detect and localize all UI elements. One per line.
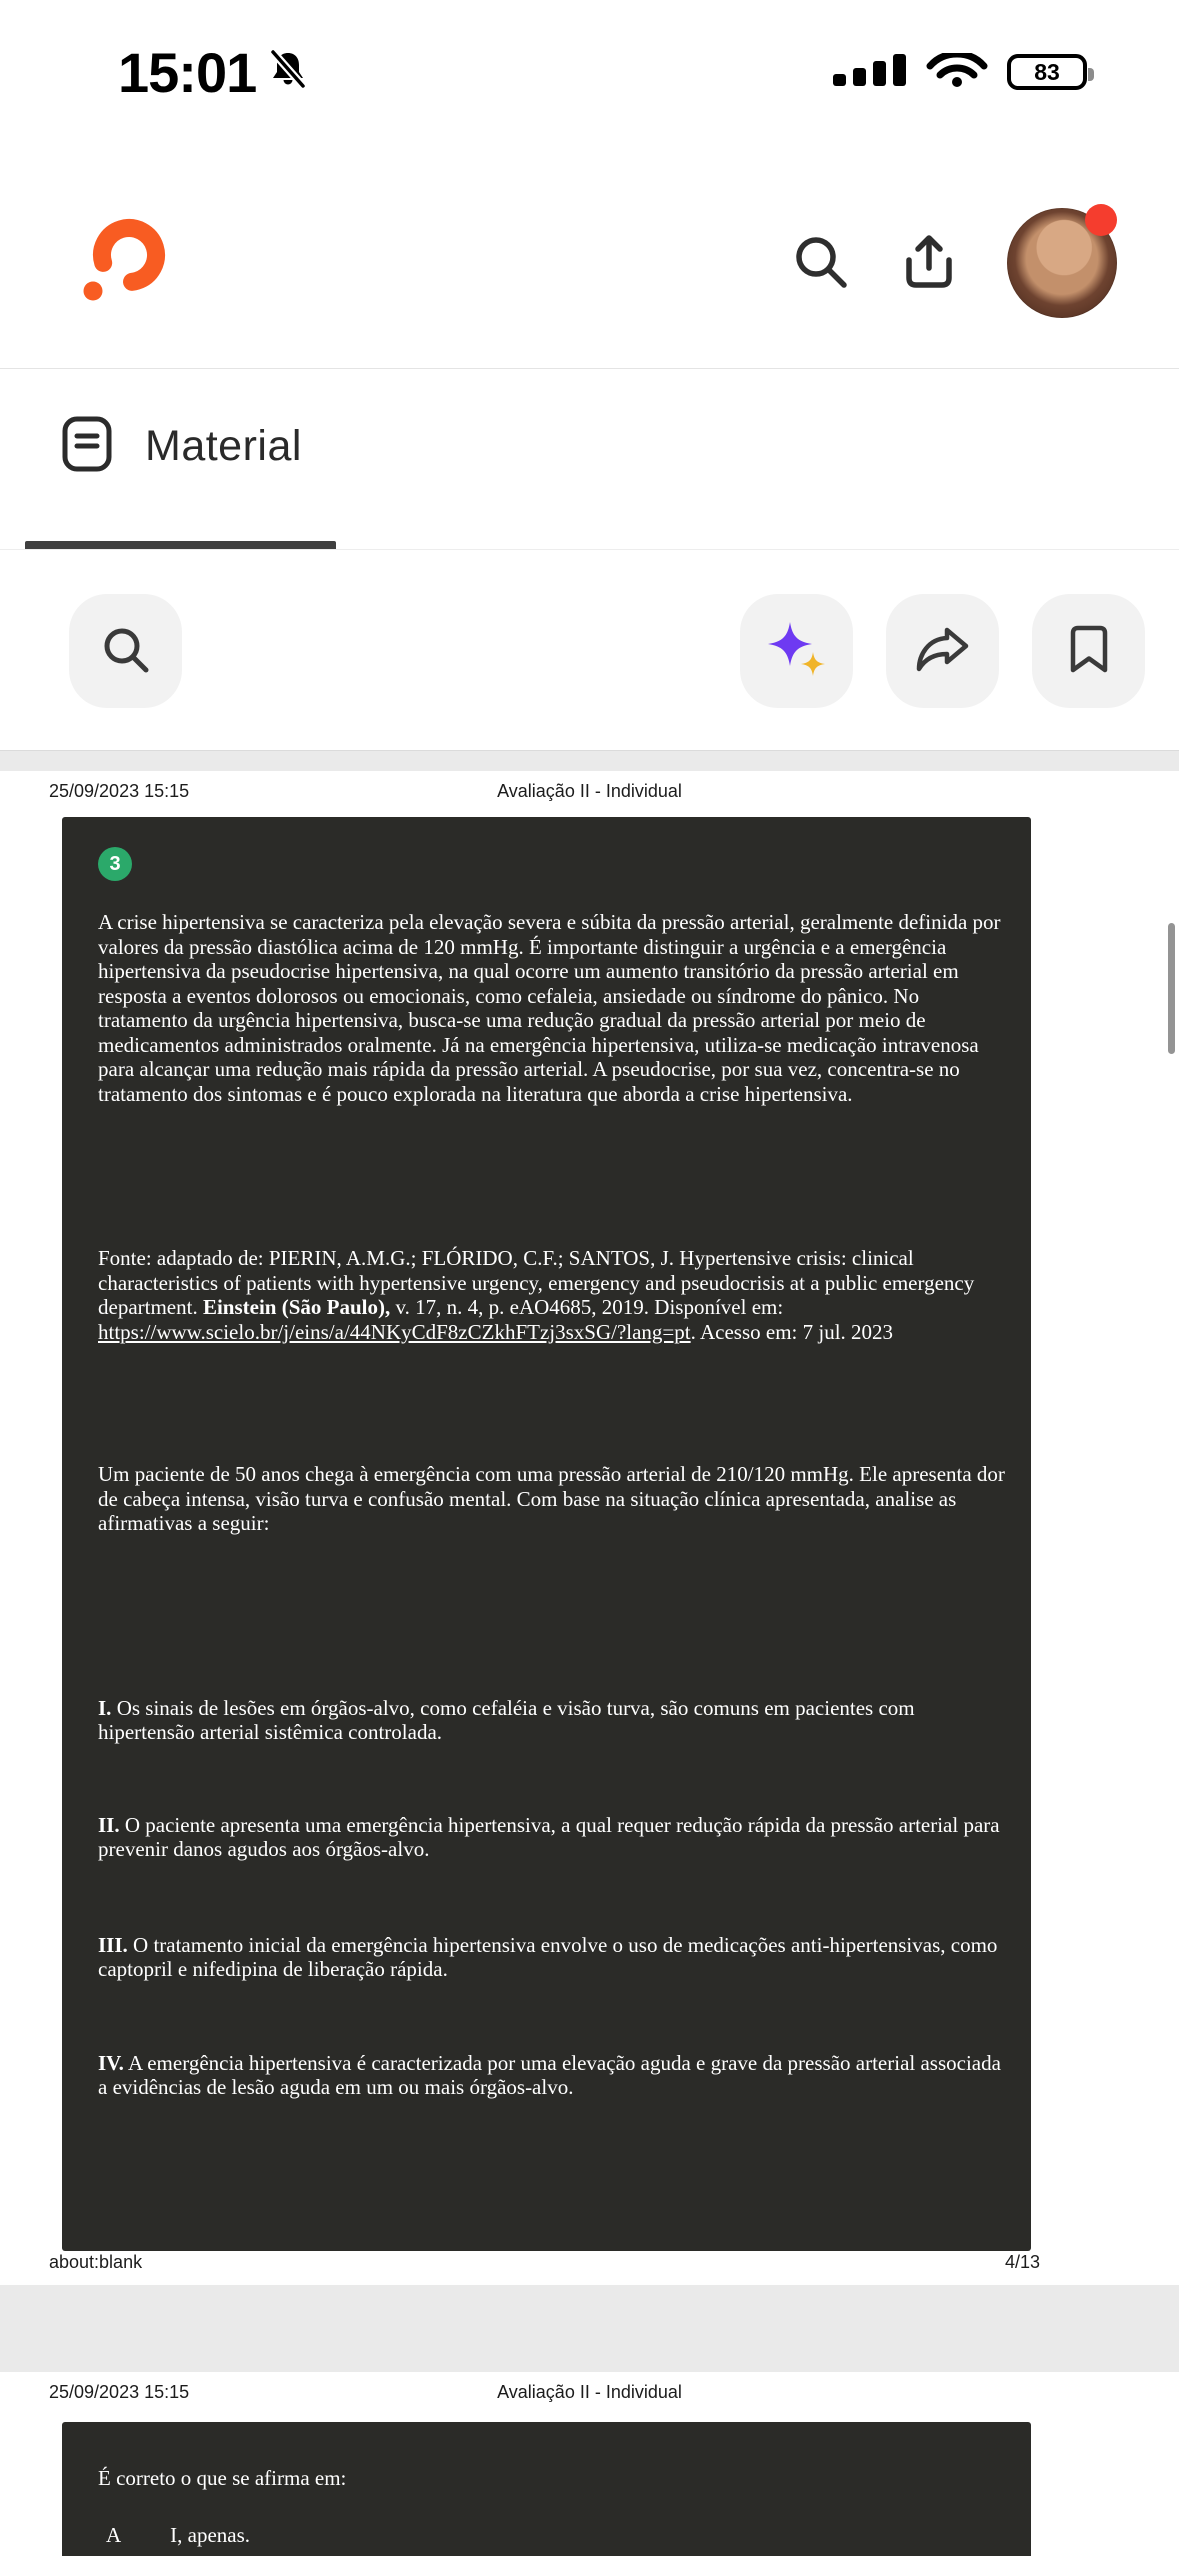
clinical-case: Um paciente de 50 anos chega à emergência com uma pressão arterial de 210/120 mmHg. Ele apresenta dor de cabeça intensa, visão turva e confusão mental. Com base na situação clínica apresentada, analise as afirmativas a seguir: — [98, 1462, 1005, 1535]
share-button[interactable] — [886, 594, 999, 708]
upload-icon — [899, 232, 959, 295]
tab-bar — [0, 369, 1179, 550]
search-icon — [99, 623, 153, 680]
ai-assistant-button[interactable] — [740, 594, 853, 708]
footer-url: about:blank — [49, 2252, 143, 2272]
battery-percent: 83 — [1034, 58, 1060, 85]
print-header — [0, 2382, 1179, 2408]
source-mid: v. 17, n. 4, p. eAO4685, 2019. Disponível em: — [390, 1295, 784, 1319]
question-card — [62, 817, 1031, 2251]
answer-prompt: É correto o que se afirma em: — [98, 2466, 347, 2490]
wifi-icon — [924, 53, 990, 92]
doc-search-button[interactable] — [69, 594, 182, 708]
statement-4-text: A emergência hipertensiva é caracterizada por uma elevação aguda e grave da pressão arterial associada a evidências de lesão aguda em um ou mais órgãos-alvo. — [98, 2050, 1001, 2099]
source-suffix: . Acesso em: 7 jul. 2023 — [690, 1319, 894, 1344]
bell-muted-icon — [266, 48, 310, 97]
statement-4-label: IV. — [98, 2050, 124, 2075]
statement-3-text: O tratamento inicial da emergência hipertensiva envolve o uso de medicações anti-hipertensivas, como captopril e nifedipina de liberação rápida. — [98, 1932, 998, 1981]
status-left — [118, 40, 310, 105]
statement-3 — [98, 1933, 1008, 1982]
page-number: 4/13 — [1004, 2252, 1040, 2272]
search-button[interactable] — [791, 232, 851, 295]
upload-button[interactable] — [899, 232, 959, 295]
battery-nub — [1088, 68, 1094, 81]
statement-2 — [98, 1813, 1008, 1862]
print-header — [0, 781, 1179, 807]
clock: 15:01 — [118, 40, 257, 104]
pdf-page-4 — [0, 771, 1179, 2285]
statement-2-label: II. — [98, 1812, 120, 1837]
answers-card — [62, 2422, 1031, 2556]
app-logo[interactable] — [79, 215, 175, 312]
status-right — [833, 53, 1087, 92]
question-number-badge: 3 — [98, 847, 132, 881]
statement-4 — [98, 2051, 1008, 2100]
statement-1-label: I. — [98, 1695, 112, 1720]
cellular-signal-icon — [833, 54, 907, 91]
status-bar — [0, 0, 1179, 130]
source-reference — [98, 1246, 1008, 1344]
source-prefix: Fonte: adaptado de: PIERIN, A.M.G.; FLÓRIDO, C.F.; SANTOS, J. Hypertensive crisis: clinical characteristics of patients with hypertensive urgency, emergency and pseudocrisis at a public emergency department. — [98, 1246, 975, 1319]
print-date: 25/09/2023 15:15 — [49, 781, 190, 801]
pdf-page-5 — [0, 2372, 1179, 2556]
app-header — [0, 130, 1179, 368]
source-link[interactable]: https://www.scielo.br/j/eins/a/44NKyCdF8zCZkhFTzj3sxSG/?lang=pt — [98, 1319, 691, 1344]
print-title: Avaliação II - Individual — [497, 781, 682, 801]
document-toolbar — [0, 550, 1179, 750]
notification-dot — [1085, 204, 1117, 236]
share-forward-icon — [914, 624, 972, 679]
document-viewer[interactable] — [0, 750, 1179, 2556]
ai-sparkles-icon — [766, 620, 828, 683]
statement-1-text: Os sinais de lesões em órgãos-alvo, como cefaléia e visão turva, são comuns em pacientes com hipertensão arterial sistêmica controlada. — [98, 1695, 915, 1744]
option-a-letter: A — [106, 2523, 122, 2547]
document-icon — [57, 413, 119, 480]
avatar[interactable] — [1007, 208, 1117, 318]
option-a-text: I, apenas. — [170, 2523, 251, 2547]
statement-2-text: O paciente apresenta uma emergência hipertensiva, a qual requer redução rápida da pressão arterial para prevenir danos agudos aos órgãos-alvo. — [98, 1812, 1000, 1861]
print-title: Avaliação II - Individual — [497, 2382, 682, 2402]
option-a[interactable] — [106, 2523, 1008, 2548]
battery-icon — [1007, 54, 1087, 90]
print-date: 25/09/2023 15:15 — [49, 2382, 190, 2402]
print-footer — [49, 2252, 1040, 2273]
bookmark-icon — [1067, 622, 1111, 681]
tab-material-label: Material — [145, 422, 302, 470]
statement-3-label: III. — [98, 1932, 128, 1957]
source-journal: Einstein (São Paulo), — [202, 1295, 391, 1319]
tab-material[interactable] — [57, 413, 302, 480]
bookmark-button[interactable] — [1032, 594, 1145, 708]
search-icon — [791, 232, 851, 295]
question-intro: A crise hipertensiva se caracteriza pela elevação severa e súbita da pressão arterial, geralmente definida por valores da pressão diastólica acima de 120 mmHg. É importante distinguir a urgência e a emergência hipertensiva da pseudocrise hipertensiva, na qual ocorre um aumento transitório da pressão arterial em resposta a eventos dolorosos ou emocionais, como cefaleia, ansiedade ou síndrome do pânico. No tratamento da urgência hipertensiva, busca-se uma redução gradual da pressão arterial por meio de medicamentos administrados oralmente. Já na emergência hipertensiva, utiliza-se medicação intravenosa para alcançar uma redução mais rápida da pressão arterial. A pseudocrise, por sua vez, concentra-se no tratamento dos sintomas e é pouco explorada na literatura que aborda a crise hipertensiva. — [98, 910, 1001, 1106]
header-actions — [791, 208, 1117, 318]
scrollbar-thumb[interactable] — [1168, 923, 1175, 1054]
statement-1 — [98, 1696, 1008, 1745]
